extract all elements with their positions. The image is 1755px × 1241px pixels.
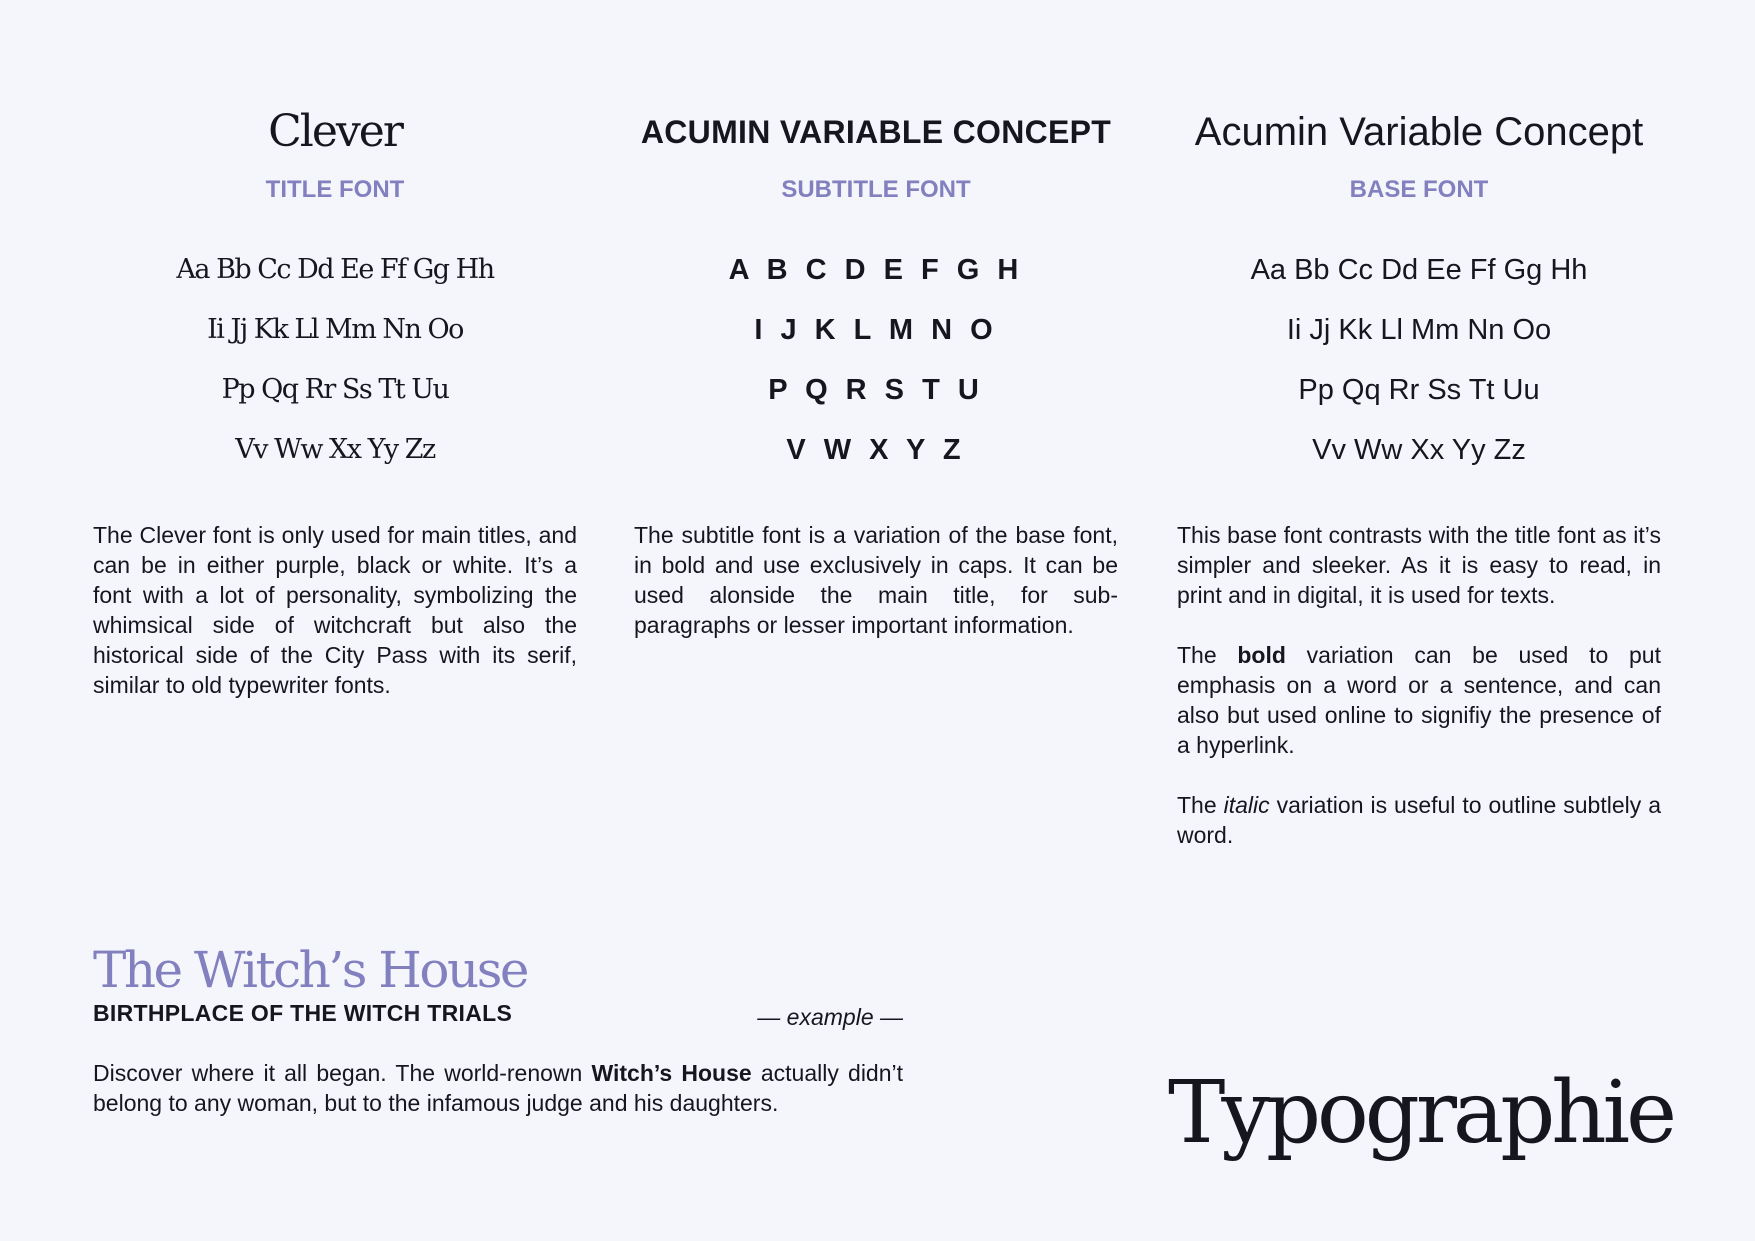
description-paragraph: This base font contrasts with the title font as it’s simpler and sleeker. As it is easy to read, in print and in digital, it is used for texts.	[1177, 522, 1661, 608]
description-paragraph: The subtitle font is a variation of the base font, in bold and use exclusively in caps. It can be used alonside the main title, for sub-paragraphs or lesser important information.	[634, 522, 1118, 638]
text-segment: actually didn’t belong to any woman, but to the infamous judge and his daughters.	[93, 1060, 904, 1116]
description-paragraph-bold	[1177, 640, 1661, 760]
example-title: The Witch’s House	[93, 941, 527, 999]
base-font-role: BASE FONT	[1349, 176, 1489, 203]
page-title: Typographie	[1168, 1063, 1674, 1163]
text-segment: variation is useful to outline subtlely a word.	[1177, 792, 1661, 848]
example-subtitle-row	[93, 998, 903, 1028]
title-font-alphabet	[93, 240, 577, 480]
alphabet-row: Aa Bb Cc Dd Ee Ff Gg Hh	[176, 254, 494, 285]
base-font-description	[1177, 520, 1661, 850]
base-font-alphabet	[1177, 240, 1661, 480]
alphabet-row: Vv Ww Xx Yy Zz	[235, 434, 435, 465]
typography-example	[93, 942, 903, 1118]
alphabet-row: A B C D E F G H	[728, 254, 1024, 286]
alphabet-row: Ii Jj Kk Ll Mm Nn Oo	[1286, 314, 1552, 346]
subtitle-font-column	[634, 100, 1118, 670]
italic-word: italic	[1223, 792, 1270, 818]
alphabet-row: Aa Bb Cc Dd Ee Ff Gg Hh	[1250, 254, 1588, 286]
example-body	[93, 1058, 903, 1118]
base-font-column	[1177, 100, 1661, 880]
alphabet-row: Pp Qq Rr Ss Tt Uu	[1298, 374, 1540, 406]
text-segment: The	[1177, 792, 1224, 818]
alphabet-row: P Q R S T U	[768, 374, 984, 406]
title-font-description	[93, 520, 577, 700]
description-paragraph: The Clever font is only used for main titles, and can be in either purple, black or white. It’s a font with a lot of personality, symbolizing the whimsical side of witchcraft but also the historical side of the City Pass with its serif, similar to old typewriter fonts.	[93, 522, 577, 698]
alphabet-row: Ii Jj Kk Ll Mm Nn Oo	[207, 314, 463, 345]
subtitle-font-role: SUBTITLE FONT	[781, 176, 971, 203]
title-font-column	[93, 100, 577, 730]
subtitle-font-alphabet	[634, 240, 1118, 480]
alphabet-row: I J K L M N O	[754, 314, 998, 346]
text-segment: The	[1177, 642, 1238, 668]
example-label: — example —	[757, 1004, 903, 1030]
alphabet-row: Pp Qq Rr Ss Tt Uu	[221, 374, 449, 405]
text-segment: Discover where it all began. The world-renown	[93, 1060, 592, 1086]
subtitle-font-name: ACUMIN VARIABLE CONCEPT	[640, 114, 1112, 150]
description-paragraph-italic	[1177, 790, 1661, 850]
alphabet-row: V W X Y Z	[786, 434, 966, 466]
text-segment: variation can be used to put emphasis on a word or a sentence, and can also but used online to signifiy the presence of a hyperlink.	[1177, 642, 1661, 758]
title-font-role: TITLE FONT	[265, 176, 405, 203]
example-subtitle: BIRTHPLACE OF THE WITCH TRIALS	[93, 1000, 513, 1026]
alphabet-row: Vv Ww Xx Yy Zz	[1312, 434, 1526, 466]
base-font-name: Acumin Variable Concept	[1194, 110, 1644, 154]
example-bold-phrase: Witch’s House	[591, 1060, 752, 1086]
subtitle-font-description	[634, 520, 1118, 640]
bold-word: bold	[1237, 642, 1286, 668]
title-font-name: Clever	[268, 106, 402, 157]
